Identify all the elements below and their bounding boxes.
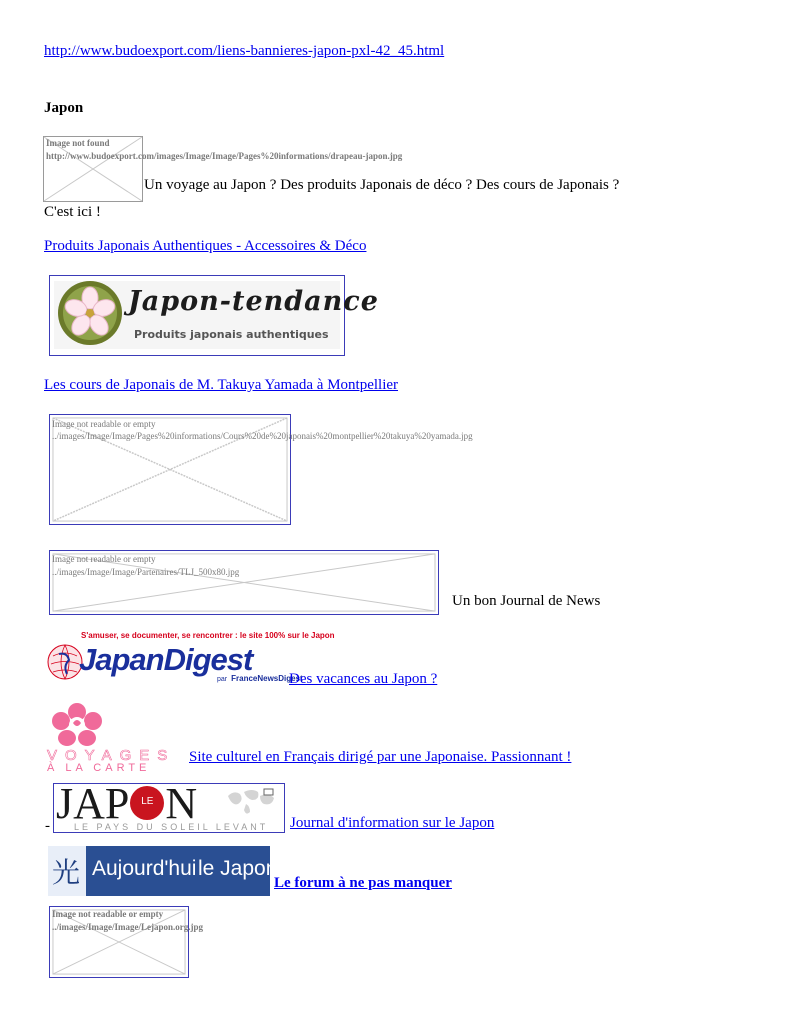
japandigest-title: JapanDigest: [79, 642, 253, 677]
japon-tendance-logo-subtitle: Produits japonais authentiques: [134, 328, 329, 341]
lejapon-org-image-placeholder: [49, 906, 203, 978]
placeholder-path: ../images/Image/Image/Pages%20informations/Cours%20de%20japonais%20montpellier%20takuya%20yamada.jpg: [52, 431, 473, 441]
placeholder-path: ../images/Image/Image/Partenaires/TLJ_500x80.jpg: [52, 567, 240, 577]
aujourdhui-banner-text2: le Japon: [198, 857, 278, 880]
page-title: Japon: [44, 100, 84, 116]
world-map-icon: [224, 786, 280, 820]
intro-line-2: C'est ici !: [44, 204, 101, 220]
aujourdhui-banner[interactable]: [48, 846, 278, 896]
aujourdhui-banner-text: Aujourd'hui: [92, 857, 197, 880]
voyages-link[interactable]: Site culturel en Français dirigé par une Japonaise. Passionnant !: [189, 749, 572, 765]
lejapon-logo: [56, 779, 198, 828]
flower-icon: [47, 703, 107, 747]
japon-tendance-link[interactable]: Produits Japonais Authentiques - Accessoires & Déco: [44, 238, 367, 254]
placeholder-label: Image not readable or empty: [52, 554, 156, 564]
voyages-logo-line2: À LA CARTE: [47, 762, 151, 774]
placeholder-path: http://www.budoexport.com/images/Image/Image/Pages%20informations/drapeau-japon.jpg: [46, 151, 403, 161]
forum-link[interactable]: Le forum à ne pas manquer: [274, 875, 452, 891]
aujourdhui-kanji-box: [48, 846, 86, 896]
news-description: Un bon Journal de News: [452, 593, 601, 609]
rising-sun-icon: [130, 786, 164, 820]
placeholder-label: Image not readable or empty: [52, 909, 164, 919]
lejapon-logo-le: LE: [141, 796, 154, 807]
japon-tendance-logo-title: Japon-tendance: [128, 286, 379, 317]
japandigest-link[interactable]: Des vacances au Japon ?: [289, 671, 438, 687]
intro-line-1: Un voyage au Japon ? Des produits Japonais de déco ? Des cours de Japonais ?: [144, 177, 620, 193]
lejapon-tagline: LE PAYS DU SOLEIL LEVANT: [74, 822, 269, 832]
japon-tendance-banner[interactable]: [49, 275, 379, 356]
placeholder-label: Image not found: [46, 138, 110, 148]
lejapon-logo-ja: JAP: [56, 779, 130, 828]
voyages-logo-line1: VOYAGES: [47, 747, 176, 764]
lejapon-banner[interactable]: [53, 779, 285, 833]
japandigest-tagline: S'amuser, se documenter, se rencontrer : le site 100% sur le Japon: [81, 631, 335, 640]
japandigest-by: par: [217, 676, 228, 683]
light-kanji-icon: 光: [52, 856, 81, 889]
news-image-placeholder: [49, 550, 439, 615]
cours-japonais-link[interactable]: Les cours de Japonais de M. Takuya Yamada à Montpellier: [44, 377, 399, 393]
placeholder-path: ../images/Image/Image/Lejapon.org.jpg: [52, 922, 203, 932]
placeholder-label: Image not readable or empty: [52, 419, 156, 429]
lejapon-logo-n: N: [165, 779, 198, 828]
source-url-link[interactable]: http://www.budoexport.com/liens-bannieres-japon-pxl-42_45.html: [44, 43, 445, 59]
voyages-banner[interactable]: [47, 703, 189, 775]
lejapon-link[interactable]: Journal d'information sur le Japon: [290, 815, 495, 831]
japandigest-source: FranceNewsDigest: [231, 674, 303, 683]
japandigest-banner[interactable]: [49, 630, 335, 688]
dash-separator: -: [45, 818, 50, 834]
cours-image-placeholder: [49, 414, 473, 525]
